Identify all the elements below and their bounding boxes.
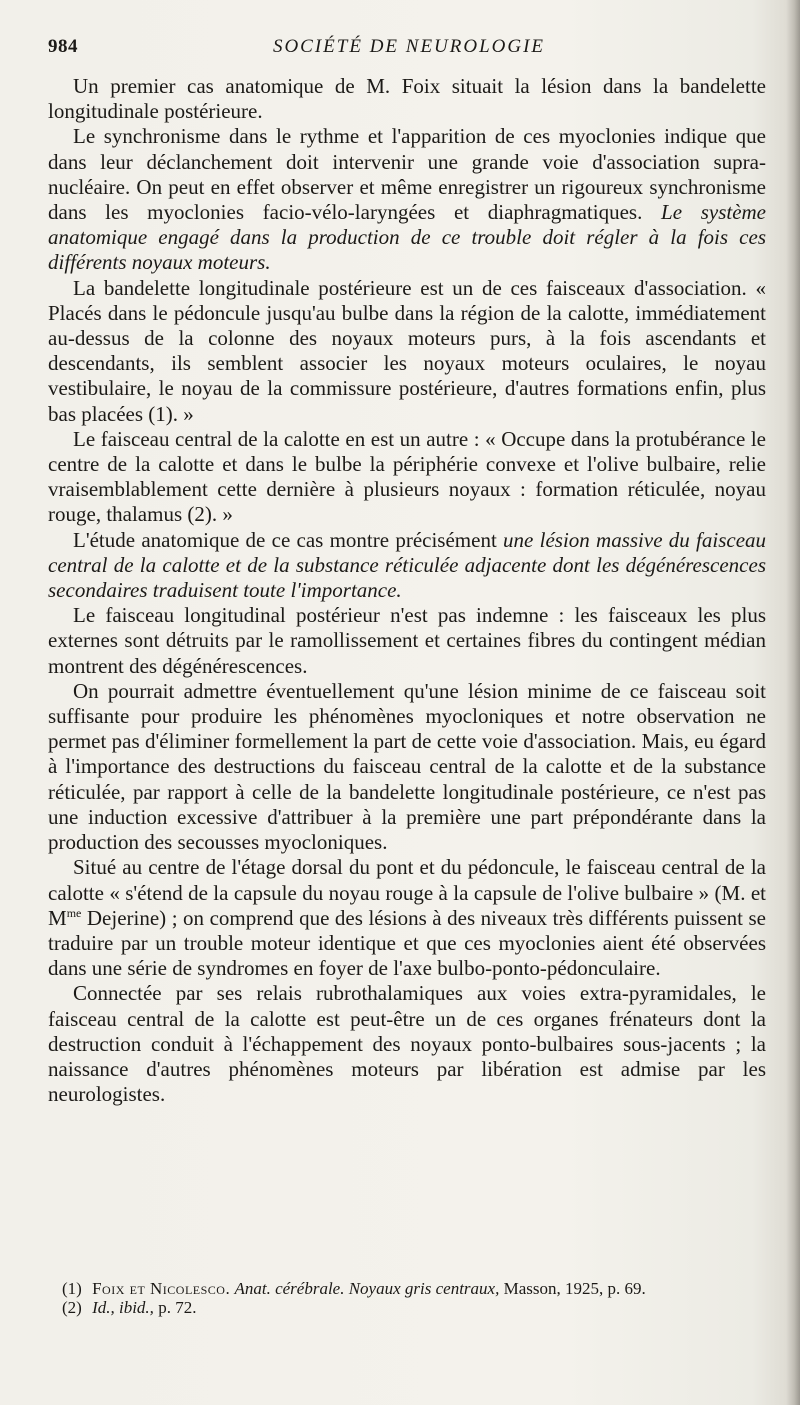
footnote-number: (2) — [62, 1298, 82, 1317]
paragraph — [48, 981, 766, 1107]
footnote-number: (1) — [62, 1279, 82, 1298]
text-run: Le faisceau central de la calotte en est un autre : « Occupe dans la protubérance le centre de la calotte et dans le bulbe la périphérie convexe et l'olive bulbaire, relie vraisemblablement cette dernière à plusieurs noyaux : formation réticulée, noyau rouge, thalamus (2). » — [48, 426, 766, 527]
paragraph — [48, 679, 766, 855]
paragraph — [48, 124, 766, 275]
paragraph — [48, 276, 766, 427]
text-run: Situé au centre de l'étage dorsal du pont et du pédoncule, le faisceau central de la calotte « s'étend de la capsule du noyau rouge à la capsule de l'olive bulbaire » (M. et M — [48, 855, 766, 930]
paragraph — [48, 528, 766, 604]
italic-text: une lésion massive du faisceau central de la calotte et de la substance réticulée adjacente dont les dégénérescences secondaires traduisent toute l'importance. — [48, 527, 767, 603]
text-run: L'étude anatomique de ce cas montre précisément — [73, 527, 504, 552]
text-run: Le faisceau longitudinal postérieur n'est pas indemne : les faisceaux les plus externes sont détruits par le ramollissement et certaines fibres du contingent médian montrent des dégénérescences. — [48, 603, 766, 678]
italic-text: Le système anatomique engagé dans la production de ce trouble doit régler à la fois ces différents noyaux moteurs. — [48, 200, 767, 275]
body-text — [48, 74, 766, 1107]
paragraph — [48, 855, 766, 981]
running-title: SOCIÉTÉ DE NEUROLOGIE — [272, 36, 546, 57]
footnote-reference: Masson, 1925, p. 69. — [503, 1279, 646, 1298]
text-run: On pourrait admettre éventuellement qu'une lésion minime de ce faisceau soit suffisante pour produire les phénomènes myocloniques et notre observation ne permet pas d'éliminer formellement la part de cette voie d'association. Mais, eu égard à l'importance des destructions du faisceau central de la calotte et de la substance réticulée, par rapport à celle de la bandelette longitudinale postérieure, ce n'est pas une induction excessive d'attribuer à la première une part prépondérante dans la production des secousses myocloniques. — [48, 678, 766, 855]
footnote — [62, 1298, 762, 1317]
superscript-text: me — [66, 905, 82, 920]
paragraph — [48, 603, 766, 679]
footnote-author: Foix et Nicolesco. — [92, 1279, 231, 1298]
footnote-title: Anat. cérébrale. Noyaux gris centraux, — [234, 1279, 500, 1298]
footnote — [62, 1279, 762, 1298]
paragraph — [48, 74, 766, 124]
page-number: 984 — [48, 36, 78, 57]
paragraph — [48, 427, 766, 528]
page-header — [48, 36, 770, 64]
text-run: Un premier cas anatomique de M. Foix situait la lésion dans la bandelette longitudinale postérieure. — [48, 74, 766, 124]
text-run: Le synchronisme dans le rythme et l'apparition de ces myoclonies indique que dans leur déclanchement doit intervenir une grande voie d'association supra-nucléaire. On peut en effet observer et même enregistrer un rigoureux synchronisme dans les myoclonies facio-vélo-laryngées et diaphragmatiques. — [48, 124, 766, 225]
footnotes — [62, 1279, 762, 1317]
footnote-reference: p. 72. — [158, 1298, 197, 1317]
text-run: La bandelette longitudinale postérieure est un de ces faisceaux d'association. « Placés dans le pédoncule jusqu'au bulbe dans la région de la calotte, immédiatement au-dessus de la colonne des noyaux moteurs purs, à la fois ascendants et descendants, ils semblent associer les noyaux moteurs oculaires, le noyau vestibulaire, le noyau de la commissure postérieure, d'autres formations enfin, plus bas placées (1). » — [48, 275, 766, 426]
text-run: Dejerine) ; on comprend que des lésions à des niveaux très différents puissent se traduire par un trouble moteur identique et que ces myoclonies aient été observées dans une série de syndromes en foyer de l'axe bulbo-ponto-pédonculaire. — [48, 905, 766, 981]
page-binding-shadow — [786, 0, 800, 1405]
footnote-title: Id., ibid., — [92, 1298, 154, 1317]
text-run: Connectée par ses relais rubrothalamiques aux voies extra-pyramidales, le faisceau central de la calotte est peut-être un de ces organes frénateurs dont la destruction conduit à l'échappement des noyaux ponto-bulbaires sous-jacents ; la naissance d'autres phénomènes moteurs par libération est admise par les neurologistes. — [48, 981, 766, 1107]
